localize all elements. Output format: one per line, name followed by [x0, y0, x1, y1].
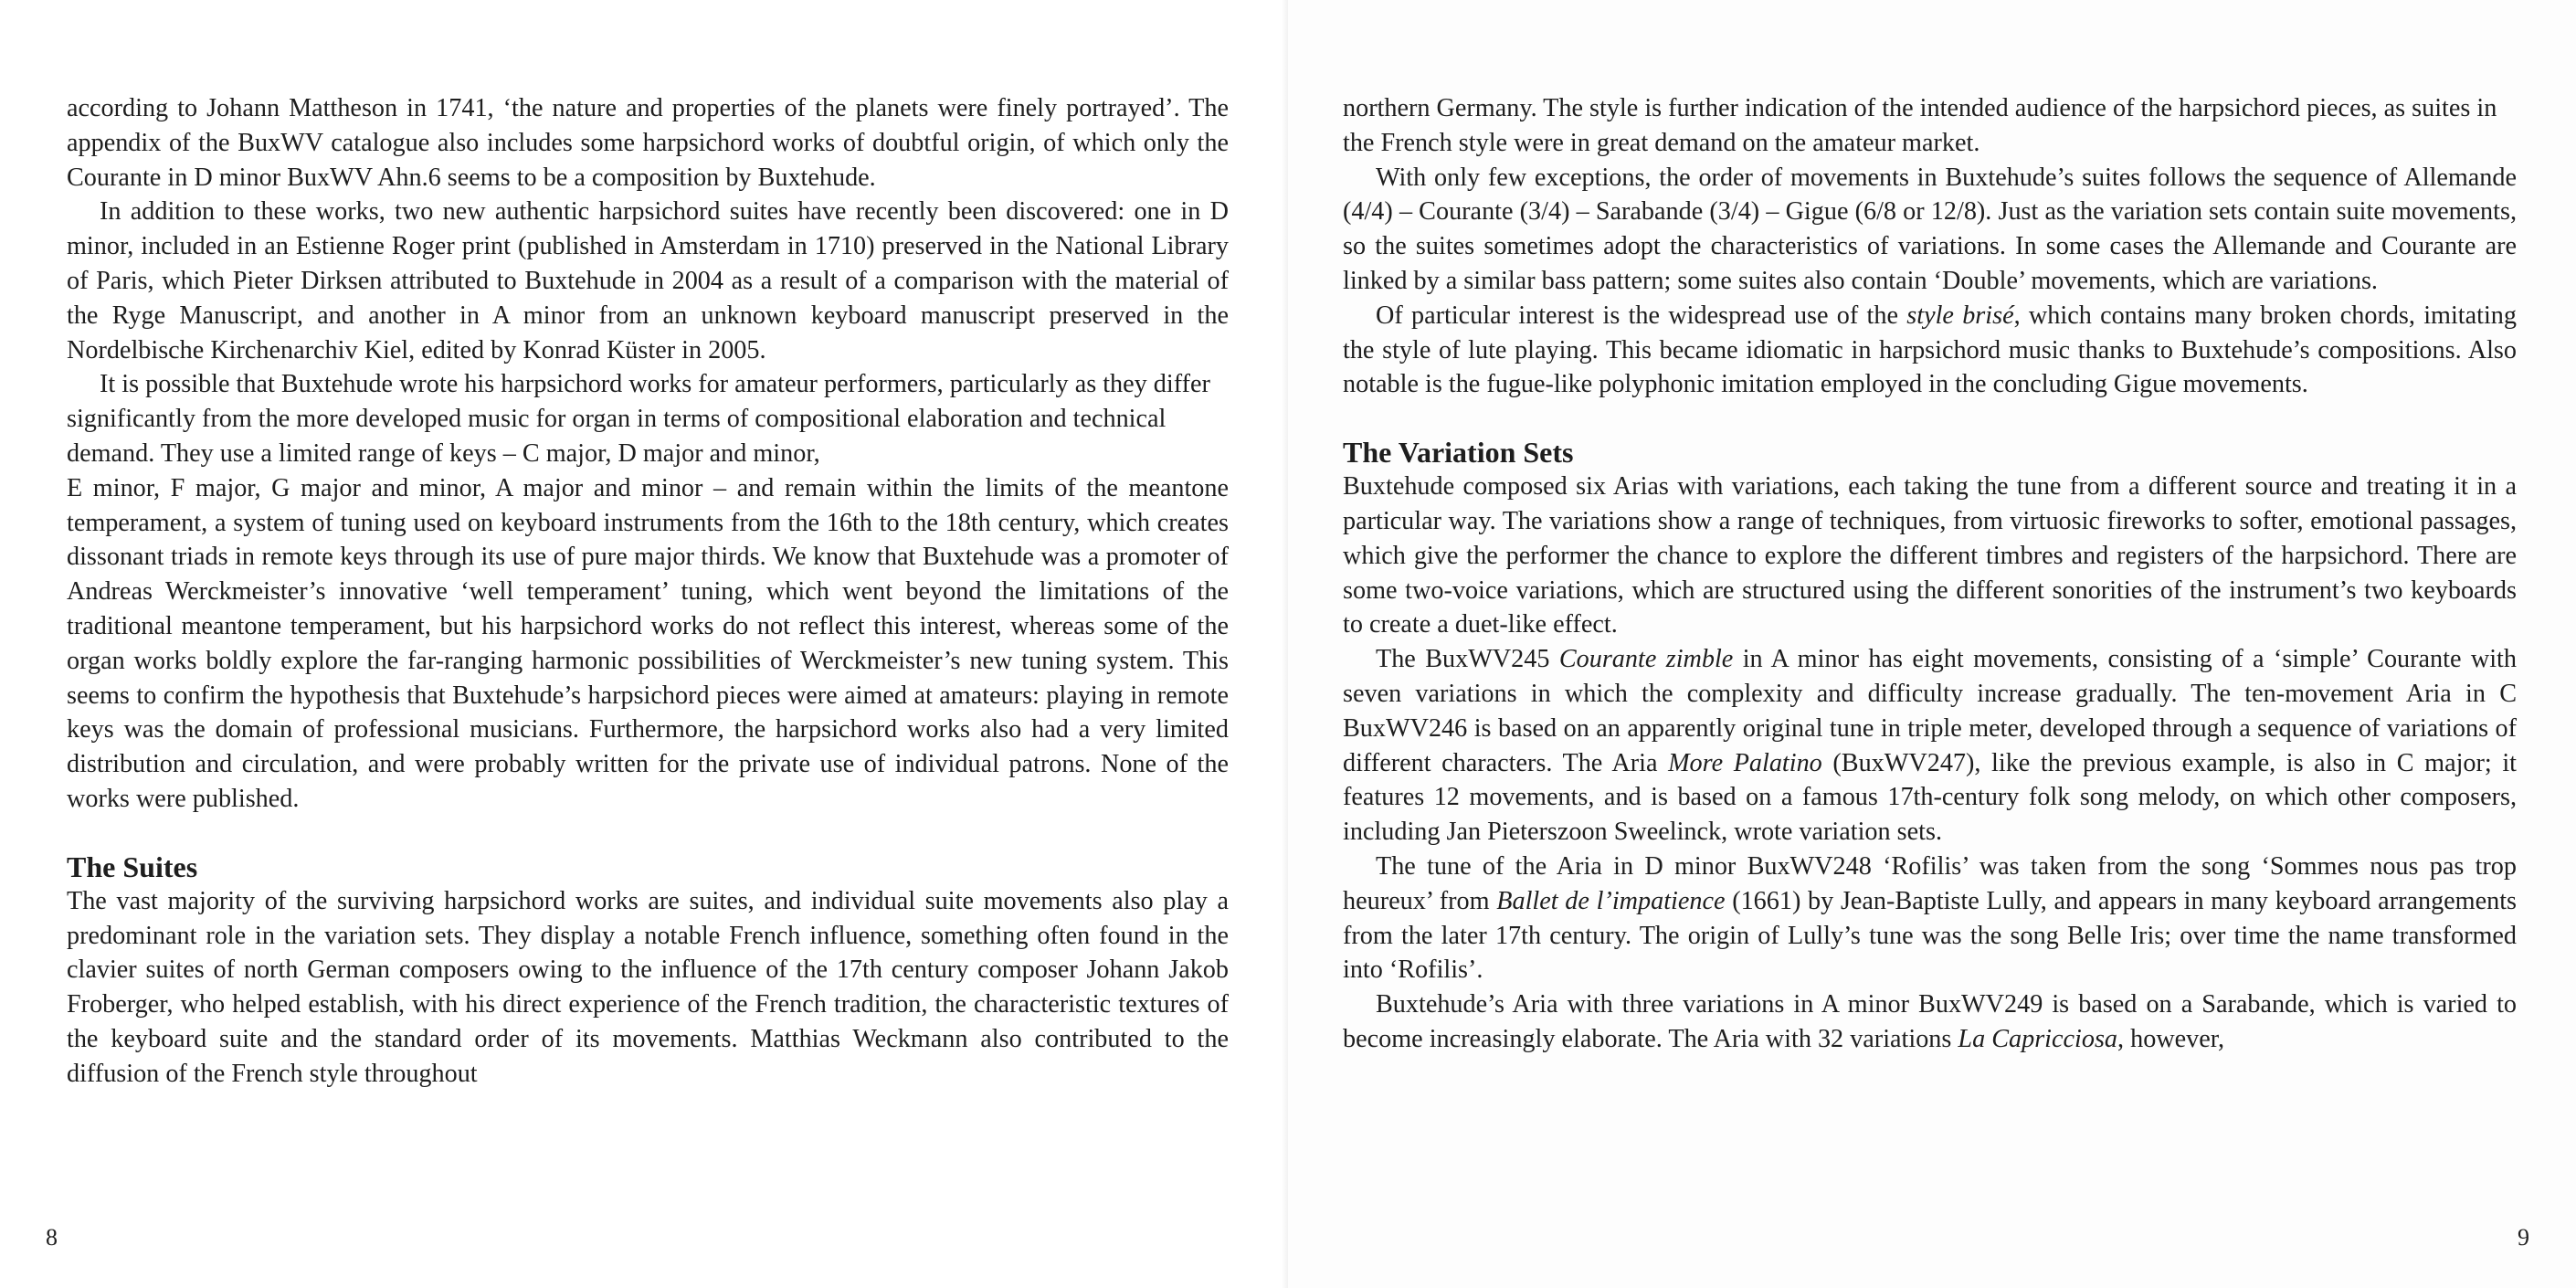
paragraph: Buxtehude composed six Arias with variations, each taking the tune from a different source and treating it in a particular way. The variations show a range of techniques, from virtuosic fireworks to softer, emotional passages, which give the performer the chance to explore the different timbres and registers of the harpsichord. There are some two-voice variations, which are structured using the different sonorities of the instrument’s two keyboards to create a duet-like effect. — [1343, 472, 2517, 639]
paragraph: northern Germany. The style is further indication of the intended audience of the harpsichord pieces, as suites in the French style were in great demand on the amateur market. — [1343, 94, 2497, 157]
section-heading-suites: The Suites — [67, 850, 198, 883]
text-run: Buxtehude’s Aria with three variations in A minor BuxWV249 is based on a Sarabande, which is varied to become increasingly elaborate. The Aria with 32 variations — [1343, 990, 2517, 1053]
paragraph — [1343, 987, 2517, 1057]
italic-title: Ballet de l’impatience — [1496, 886, 1726, 915]
paragraph: In addition to these works, two new authentic harpsichord suites have recently been discovered: one in D minor, included in an Estienne Roger print (published in Amsterdam in 1710) preserved in the National Library of Paris, which Pieter Dirksen attributed to Buxtehude in 2004 as a result of a comparison with the material of the Ryge Manuscript, and another in A minor from an unknown keyboard manuscript preserved in the Nordelbische Kirchenarchiv Kiel, edited by Konrad Küster in 2005. — [67, 197, 1229, 364]
text-run: (1661) by Jean-Baptiste Lully, and appears in many keyboard arrangements from the later 17th century. The origin of Lully’s tune was the song Belle Iris; over time the name transformed into ‘Rofilis’. — [1343, 886, 2518, 985]
italic-title: La Capricciosa — [1958, 1024, 2118, 1053]
paragraph — [1343, 299, 2517, 402]
text-run: The BuxWV245 — [1376, 645, 1559, 674]
page-number-right: 9 — [2518, 1224, 2529, 1251]
left-text-column — [67, 91, 1229, 1092]
paragraph: It is possible that Buxtehude wrote his harpsichord works for amateur performers, particularly as they differ significantly from the more developed music for organ in terms of compositional elaboration and technical demand. They use a limited range of keys – C major, D major and minor, — [67, 370, 1210, 468]
paragraph: according to Johann Mattheson in 1741, ‘the nature and properties of the planets were finely portrayed’. The appendix of the BuxWV catalogue also includes some harpsichord works of doubtful origin, of which only the Courante in D minor BuxWV Ahn.6 seems to be a composition by Buxtehude. — [67, 94, 1229, 192]
text-run: (BuxWV247), like the previous example, is also in C major; it features 12 movements, and is based on a famous 17th-century folk song melody, on which other composers, including Jan Pieterszoon Sweelinck, wrote variation sets. — [1343, 748, 2517, 847]
section-heading-variation-sets: The Variation Sets — [1343, 436, 1574, 470]
paragraph: The vast majority of the surviving harpsichord works are suites, and individual suite movements also play a predominant role in the variation sets. They display a notable French influence, something often found in the clavier suites of north German composers owing to the influence of the 17th century composer Johann Jakob Froberger, who helped establish, with his direct experience of the French tradition, the characteristic textures of the keyboard suite and the standard order of its movements. Matthias Weckmann also contributed to the diffusion of the French style throughout — [67, 886, 1229, 1088]
right-page — [1288, 0, 2576, 1288]
text-run: Of particular interest is the widespread use of the — [1376, 301, 1907, 330]
right-text-column — [1343, 91, 2517, 1057]
paragraph: E minor, F major, G major and minor, A major and minor – and remain within the limits of the meantone temperament, a system of tuning used on keyboard instruments from the 16th to the 18th century, which creates dissonant triads in remote keys through its use of pure major thirds. We know that Buxtehude was a promoter of Andreas Werckmeister’s innovative ‘well temperament’ tuning, which went beyond the limitations of the traditional meantone temperament, but his harpsichord works do not reflect this interest, whereas some of the organ works boldly explore the far-ranging harmonic possibilities of Werckmeister’s new tuning system. This seems to confirm the hypothesis that Buxtehude’s harpsichord pieces were aimed at amateurs: playing in remote keys was the domain of professional musicians. Furthermore, the harpsichord works also had a very limited distribution and circulation, and were probably written for the private use of individual patrons. None of the works were published. — [67, 473, 1229, 813]
italic-title: Courante zimble — [1558, 645, 1734, 674]
italic-term: style brisé — [1906, 301, 2014, 330]
paragraph: With only few exceptions, the order of movements in Buxtehude’s suites follows the sequence of Allemande (4/4) – Courante (3/4) – Sarabande (3/4) – Gigue (6/8 or 12/8). Just as the variation sets contain suite movements, so the suites sometimes adopt the characteristics of variations. In some cases the Allemande and Courante are linked by a similar bass pattern; some suites also contain ‘Double’ movements, which are variations. — [1343, 163, 2517, 295]
page-number-left: 8 — [46, 1224, 58, 1251]
paragraph — [1343, 642, 2517, 850]
text-run: in A minor has eight movements, consisting of a ‘simple’ Courante with seven variations in which the complexity and difficulty increase gradually. The ten-movement Aria in C BuxWV246 is based on an apparently original tune in triple meter, developed through a sequence of variations of different characters. The Aria — [1343, 645, 2517, 777]
text-run: , which contains many broken chords, imitating the style of lute playing. This became idiomatic in harpsichord music thanks to Buxtehude’s compositions. Also notable is the fugue-like polyphonic imitation employed in the concluding Gigue movements. — [1343, 301, 2517, 399]
italic-title: More Palatino — [1668, 748, 1822, 777]
text-run: , however, — [2117, 1024, 2225, 1053]
text-run: The tune of the Aria in D minor BuxWV248 ‘Rofilis’ was taken from the song ‘Sommes nous pas trop heureux’ from — [1343, 851, 2517, 915]
paragraph — [1343, 850, 2517, 987]
